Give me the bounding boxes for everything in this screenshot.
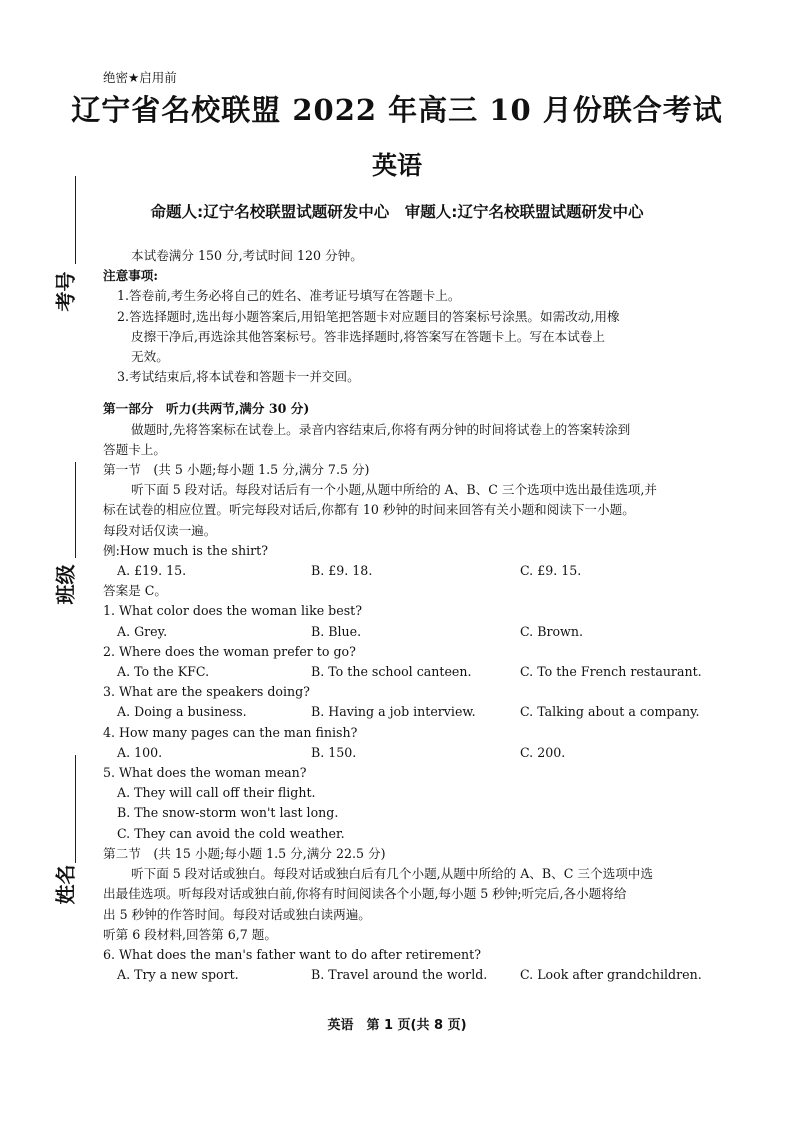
kaohao-line — [75, 176, 76, 264]
example-options — [103, 561, 751, 581]
q1-option-a: A. Grey. — [117, 623, 168, 639]
banji-label: 班级 — [53, 564, 78, 605]
notice-2c: 无效。 — [131, 349, 169, 365]
q3-option-c: C. Talking about a company. — [520, 704, 700, 720]
example-option-b: B. £9. 18. — [311, 563, 373, 579]
question-6: 6. What does the man's father want to do after retirement? — [103, 946, 481, 962]
q5-option-a: A. They will call off their flight. — [117, 785, 316, 801]
question-6-options — [103, 965, 751, 985]
question-3-options — [103, 702, 751, 722]
q3-option-a: A. Doing a business. — [117, 704, 247, 720]
kaohao-label: 考号 — [53, 271, 78, 312]
material-6: 听第 6 段材料,回答第 6,7 题。 — [103, 926, 277, 942]
notice-2a: 2.答选择题时,选出每小题答案后,用铅笔把答题卡对应题目的答案标号涂黑。如需改动,用橡 — [117, 308, 620, 324]
exam-content — [103, 246, 751, 985]
q6-option-b: B. Travel around the world. — [311, 967, 488, 983]
q6-option-a: A. Try a new sport. — [117, 967, 239, 983]
exam-title: 辽宁省名校联盟 2022 年高三 10 月份联合考试 — [71, 93, 723, 127]
authors-line: 命题人:辽宁名校联盟试题研发中心 审题人:辽宁名校联盟试题研发中心 — [150, 203, 644, 221]
question-3: 3. What are the speakers doing? — [103, 684, 310, 700]
q4-option-b: B. 150. — [311, 744, 357, 760]
q3-option-b: B. Having a job interview. — [311, 704, 476, 720]
part1-desc-a: 做题时,先将答案标在试卷上。录音内容结束后,你将有两分钟的时间将试卷上的答案转涂到 — [131, 421, 631, 437]
question-4-options — [103, 743, 751, 763]
xingming-label: 姓名 — [53, 864, 78, 905]
q5-option-b: B. The snow-storm won't last long. — [117, 805, 339, 821]
section2-desc-b: 出最佳选项。听每段对话或独白前,你将有时间阅读各个小题,每小题 5 秒钟;听完后,各小题将给 — [103, 886, 627, 902]
q5-option-c: C. They can avoid the cold weather. — [117, 825, 345, 841]
notice-1: 1.答卷前,考生务必将自己的姓名、准考证号填写在答题卡上。 — [117, 288, 461, 304]
part1-title: 第一部分 听力(共两节,满分 30 分) — [103, 401, 310, 417]
question-1: 1. What color does the woman like best? — [103, 603, 362, 619]
question-1-options — [103, 622, 751, 642]
q4-option-c: C. 200. — [520, 744, 566, 760]
section2-desc-a: 听下面 5 段对话或独白。每段对话或独白后有几个小题,从题中所给的 A、B、C 三个选项中选 — [131, 866, 653, 882]
example-question: 例:How much is the shirt? — [103, 542, 268, 558]
q6-option-c: C. Look after grandchildren. — [520, 967, 702, 983]
notice-3: 3.考试结束后,将本试卷和答题卡一并交回。 — [117, 369, 360, 385]
question-5: 5. What does the woman mean? — [103, 765, 307, 781]
notice-2b: 皮擦干净后,再选涂其他答案标号。答非选择题时,将答案写在答题卡上。写在本试卷上 — [131, 328, 605, 344]
notice-title: 注意事项: — [103, 268, 159, 284]
question-2-options — [103, 662, 751, 682]
section2-desc-c: 出 5 秒钟的作答时间。每段对话或独白读两遍。 — [103, 906, 371, 922]
q1-option-b: B. Blue. — [311, 623, 362, 639]
section1-desc-c: 每段对话仅读一遍。 — [103, 522, 217, 538]
subject-title: 英语 — [371, 151, 422, 180]
score-line: 本试卷满分 150 分,考试时间 120 分钟。 — [131, 248, 363, 263]
q2-option-b: B. To the school canteen. — [311, 664, 472, 680]
q4-option-a: A. 100. — [117, 744, 163, 760]
example-option-a: A. £19. 15. — [117, 563, 187, 579]
confidential-mark: 绝密★启用前 — [103, 70, 177, 85]
q1-option-c: C. Brown. — [520, 623, 583, 639]
section1-desc-a: 听下面 5 段对话。每段对话后有一个小题,从题中所给的 A、B、C 三个选项中选出最佳选项,并 — [131, 482, 657, 498]
question-4: 4. How many pages can the man finish? — [103, 724, 358, 740]
xingming-line — [75, 755, 76, 863]
section1-title: 第一节 (共 5 小题;每小题 1.5 分,满分 7.5 分) — [103, 462, 370, 478]
banji-line — [75, 462, 76, 558]
page-footer: 英语 第 1 页(共 8 页) — [327, 1018, 467, 1033]
section1-desc-b: 标在试卷的相应位置。听完每段对话后,你都有 10 秒钟的时间来回答有关小题和阅读下一小题。 — [103, 502, 635, 518]
q2-option-a: A. To the KFC. — [117, 664, 210, 680]
question-2: 2. Where does the woman prefer to go? — [103, 643, 356, 659]
q2-option-c: C. To the French restaurant. — [520, 664, 702, 680]
part1-desc-b: 答题卡上。 — [103, 441, 166, 457]
section2-title: 第二节 (共 15 小题;每小题 1.5 分,满分 22.5 分) — [103, 845, 386, 861]
example-answer: 答案是 C。 — [103, 583, 168, 599]
example-option-c: C. £9. 15. — [520, 563, 582, 579]
